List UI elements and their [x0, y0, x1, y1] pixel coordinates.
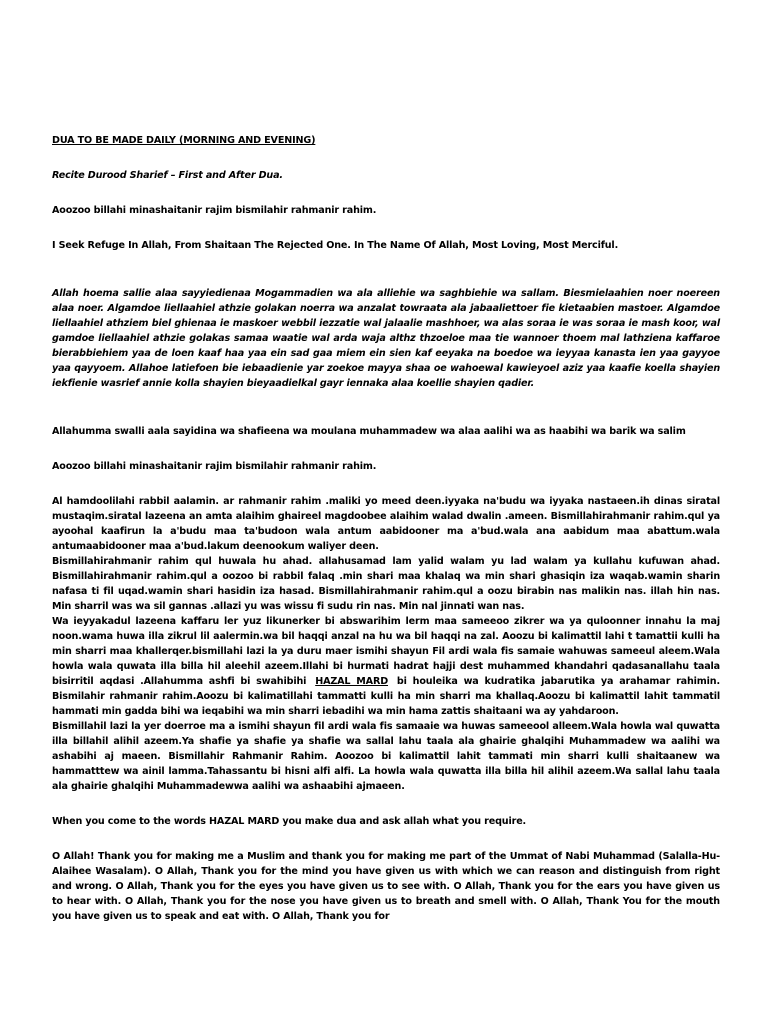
durood-paragraph: Allah hoema sallie alaa sayyiedienaa Mogammadien wa ala alliehie wa saghbiehie wa sallam. Biesmielaahien noer noereen alaa noer. Algamdoe liellaahiel athzie golakan noerra wa anzalat towraata ala jabaaliettoer fie kietaabien mastoer. Algamdoe liellaahiel athziem biel ghienaa ie maskoer webbil iezzatie wal jalaalie mashhoer, wa alas soraa ie was soraa ie mash koor, wal gamdoe liellaahiel athzie golakas samaa waatie wal arda waja althz thzoeloe maa tie wannoer thoem mal lathziena kaffaroe bierabbiehiem yaa de loen kaaf haa yaa ein sad gaa miem ein sien kaf eeyaka na boedoe wa ieyyaa kanasta ien yaa gayyoe yaa qayyoem. Allahoe latiefoen bie iebaadienie yar zoekoe mayya shaa oe wahoewal kawieyoel aziz yaa kaafie koella shayien iekfienie wasrief annie kolla shayien bieyaadielkal gayr iennaka alaa koellie shayien qadier. [52, 288, 720, 389]
ikhlas-falaq-nas-paragraph: Bismillahirahmanir rahim qul huwala hu ahad. allahusamad lam yalid walam yu lad walam ya kullahu kufuwan ahad. Bismillahirahmanir rahim.qul a oozoo bi rabbil falaq .min shari maa khalaq wa min shari ghasiqin iza waqab.wamin sharin nafasa ti fil uqad.wamin shari hasidin iza hasad. Bismillahirahmanir rahim.qul a oozu birabin nas malikin nas. illah hin nas. Min sharril was wa sil gannas .allazi yu was wissu fi sudu rin nas. Min nal jinnati wan nas. [52, 556, 720, 612]
recitation-block [52, 494, 720, 794]
aoozoo-line-2: Aoozoo billahi minashaitanir rajim bismilahir rahmanir rahim. [52, 461, 377, 472]
aoozoo-line-1: Aoozoo billahi minashaitanir rajim bismilahir rahmanir rahim. [52, 205, 377, 216]
english-translation: I Seek Refuge In Allah, From Shaitaan The Rejected One. In The Name Of Allah, Most Loving, Most Merciful. [52, 240, 619, 251]
salawat-line: Allahumma swalli aala sayidina wa shafieena wa moulana muhammadew wa alaa aalihi wa as haabihi wa barik wa salim [52, 426, 686, 437]
document-page [52, 133, 720, 924]
fatiha-kafirun-paragraph: Al hamdoolilahi rabbil aalamin. ar rahmanir rahim .maliki yo meed deen.iyyaka na'budu wa iyyaka nastaeen.ih dinas siratal mustaqim.siratal lazeena an amta alaihim ghaireel magdoobee alaihim walad dwalin .ameen. Bismillahirahmanir rahim.qul ya ayoohal kaafirun la a'budu maa ta'budoon wala antum aabidooner ma a'bud.wala ana aabidum maa abattum.wala antumaabidooner maa a'bud.lakum deenookum waliyer deen. [52, 496, 720, 552]
hazal-mard-marker: HAZAL MARD [315, 676, 389, 687]
thanks-paragraph: O Allah! Thank you for making me a Muslim and thank you for making me part of the Ummat of Nabi Muhammad (Salalla-Hu-Alaihee Wasalam). O Allah, Thank you for the mind you have given us with which we can reason and distinguish from right and wrong. O Allah, Thank you for the eyes you have given us to see with. O Allah, Thank you for the ears you have given us to hear with. O Allah, Thank you for the nose you have given us to breath and smell with. O Allah, Thank You for the mouth you have given us to speak and eat with. O Allah, Thank you for [52, 851, 720, 922]
wa-ieyyakadu-paragraph [52, 614, 720, 719]
hazal-mard-instruction: When you come to the words HAZAL MARD you make dua and ask allah what you require. [52, 816, 527, 827]
dua-title: DUA TO BE MADE DAILY (MORNING AND EVENING) [52, 135, 316, 146]
paragraph-text-before: Wa ieyyakadul lazeena kaffaru ler yuz likunerker bi abswarihim lerm maa sameeoo zikrer wa ya quloonner innahu la maj noon.wama huwa illa zikrul lil aalermin.wa bil haqqi anzal na hu wa bil haqqi na zal. Aoozu bi kalimattil lahi t tamattii kulli ha min sharri maa khallerqer.bismillahi lazi la ya duru maer ismihi shayun Fil ardi wala fis samaie wahuwas sameeul aleem.Wala howla wala quwata illa billa hil aleehil azeem.Illahi bi hurmati hadrat hajji dest muhammed khandahri qadasanallahu taala bisirritil aqdasi .Allahumma ashfi bi swahibihi [52, 616, 720, 687]
durood-instruction: Recite Durood Sharief – First and After Dua. [52, 170, 283, 181]
bismillahil-paragraph: Bismillahil lazi la yer doerroe ma a ismihi shayun fil ardi wala fis samaaie wa huwas sameeool alleem.Wala howla wal quwatta illa billahil alihil azeem.Ya shafie ya shafie ya shafie wa sallal lahu taala ala ghairie ghalqihi Muhammadew wa aalihi wa ashabihi aj maeen. Bismillahir Rahmanir Rahim. Aoozoo bi kalimattil lahit tammati min sharri kulli shaitaanew wa hammatttew wa ainil lamma.Tahassantu bi hisni alfi alfi. La howla wala quwatta illa billa hil alihil azeem.Wa sallal lahu taala ala ghairie ghalqihi Muhammadewwa aalihi wa ashaabihi ajmaeen. [52, 721, 720, 792]
paragraph-text-after: bi houleika wa kudratika jabarutika ya arahamar rahimin. Bismilahir rahmanir rahim.Aoozu bi kalimatillahi tammatti kulli ha min sharri ma khallaq.Aoozu bi kalimattil lahit tammatil hammati min gadda bihi wa ieqabihi wa min sharri iebadihi wa min hama zattis shaitaani wa ay yahdaroon. [52, 676, 720, 717]
